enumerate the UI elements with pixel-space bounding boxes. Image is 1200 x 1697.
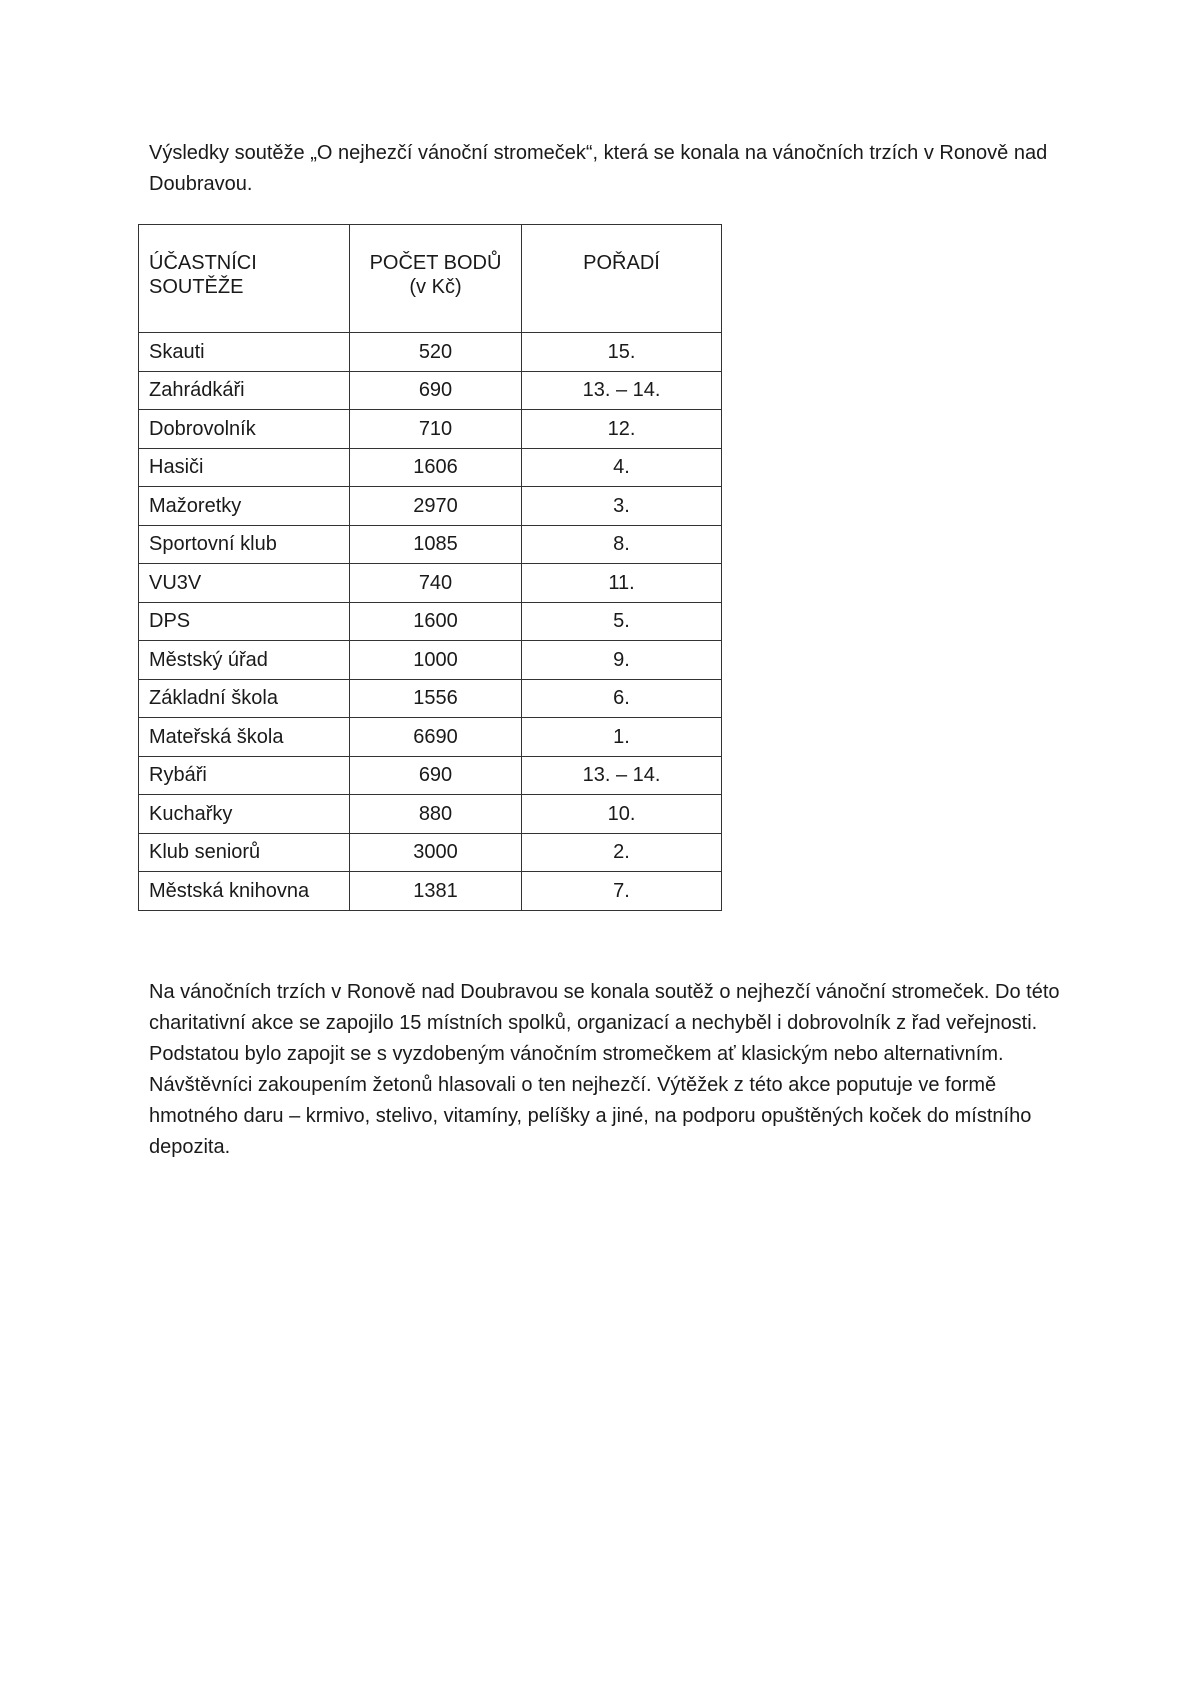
table-row [139,564,722,603]
header-points [350,225,522,333]
table-row [139,756,722,795]
header-rank: POŘADÍ [522,225,722,333]
results-table [138,224,722,911]
table-row [139,448,722,487]
participant-points: 520 [350,333,522,372]
participant-points: 1085 [350,525,522,564]
participant-points: 6690 [350,718,522,757]
intro-line: Výsledky soutěže „O nejhezčí vánoční stromeček“, která se konala na vánočních trzích v Ronově nad [149,142,1048,164]
participant-name: Dobrovolník [139,410,350,449]
participant-points: 1381 [350,872,522,911]
participant-name: Klub seniorů [139,833,350,872]
intro-line: Doubravou. [149,173,253,195]
participant-points: 710 [350,410,522,449]
description-line: hmotného daru – krmivo, stelivo, vitamíny, pelíšky a jiné, na podporu opuštěných koček do místního [149,1105,1032,1127]
participant-rank: 11. [522,564,722,603]
description-line: Návštěvníci zakoupením žetonů hlasovali o ten nejhezčí. Výtěžek z této akce poputuje ve formě [149,1074,997,1096]
participant-rank: 10. [522,795,722,834]
table-row [139,795,722,834]
participant-name: Mažoretky [139,487,350,526]
participant-points: 1556 [350,679,522,718]
participant-rank: 1. [522,718,722,757]
header-participants: ÚČASTNÍCI SOUTĚŽE [139,225,350,333]
results-body [139,333,722,911]
participant-name: Zahrádkáři [139,371,350,410]
participant-points: 1600 [350,602,522,641]
participant-name: Skauti [139,333,350,372]
participant-rank: 2. [522,833,722,872]
description-line: Na vánočních trzích v Ronově nad Doubravou se konala soutěž o nejhezčí vánoční stromeček. Do této [149,981,1060,1003]
participant-name: Mateřská škola [139,718,350,757]
table-row [139,525,722,564]
header-points-line1: POČET BODŮ [369,252,502,274]
table-row [139,410,722,449]
table-header-row [139,225,722,333]
participant-rank: 13. – 14. [522,756,722,795]
table-row [139,602,722,641]
description-line: Podstatou bylo zapojit se s vyzdobeným vánočním stromečkem ať klasickým nebo alternativním. [149,1043,1004,1065]
participant-points: 3000 [350,833,522,872]
participant-rank: 12. [522,410,722,449]
description-line: charitativní akce se zapojilo 15 místních spolků, organizací a nechyběl i dobrovolník z řad veřejnosti. [149,1012,1038,1034]
participant-points: 880 [350,795,522,834]
participant-rank: 4. [522,448,722,487]
participant-points: 740 [350,564,522,603]
table-row [139,679,722,718]
participant-points: 690 [350,756,522,795]
participant-rank: 15. [522,333,722,372]
participant-name: VU3V [139,564,350,603]
participant-points: 1000 [350,641,522,680]
participant-name: Základní škola [139,679,350,718]
participant-rank: 5. [522,602,722,641]
participant-name: Sportovní klub [139,525,350,564]
description-line: depozita. [149,1136,231,1158]
table-row [139,872,722,911]
participant-name: Rybáři [139,756,350,795]
table-row [139,718,722,757]
participant-name: Městská knihovna [139,872,350,911]
table-row [139,371,722,410]
description-paragraph [149,977,1079,1163]
intro-paragraph [149,138,1069,200]
participant-rank: 13. – 14. [522,371,722,410]
participant-name: Kuchařky [139,795,350,834]
participant-name: Městský úřad [139,641,350,680]
table-row [139,641,722,680]
table-row [139,333,722,372]
participant-rank: 8. [522,525,722,564]
participant-points: 1606 [350,448,522,487]
header-points-line2: (v Kč) [409,276,462,298]
table-row [139,833,722,872]
participant-rank: 3. [522,487,722,526]
participant-rank: 9. [522,641,722,680]
participant-points: 690 [350,371,522,410]
participant-points: 2970 [350,487,522,526]
table-row [139,487,722,526]
participant-rank: 7. [522,872,722,911]
participant-name: Hasiči [139,448,350,487]
participant-rank: 6. [522,679,722,718]
participant-name: DPS [139,602,350,641]
